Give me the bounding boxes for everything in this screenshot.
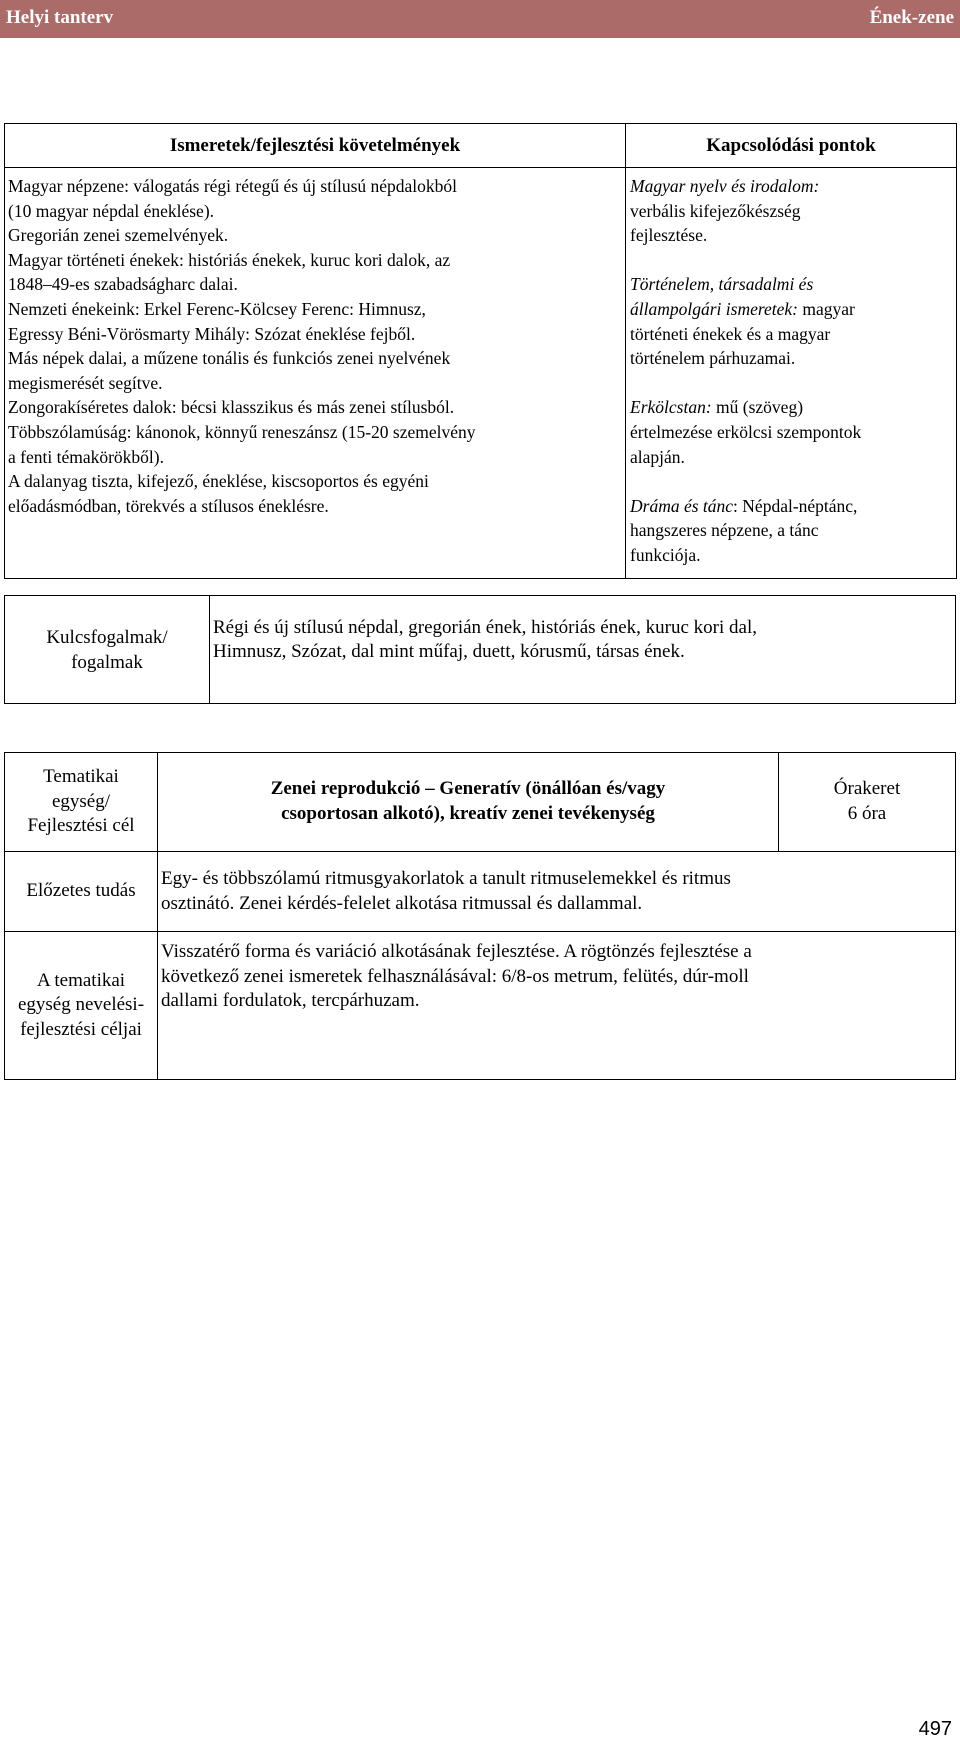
prior-knowledge-text: Egy- és többszólamú ritmusgyakorlatok a tanult ritmuselemekkel és ritmus osztinátó. Zenei kérdés-felelet alkotása ritmussal és dallammal. bbox=[158, 852, 956, 932]
requirement-line: Nemzeti énekeink: Erkel Ferenc-Kölcsey Ferenc: Himnusz, bbox=[8, 298, 426, 319]
requirements-table bbox=[4, 123, 957, 579]
unit-hours: Órakeret 6 óra bbox=[779, 753, 956, 852]
header-left-title: Helyi tanterv bbox=[6, 7, 114, 28]
requirements-header-row bbox=[5, 124, 957, 168]
requirement-line: a fenti témakörökből). bbox=[8, 446, 164, 467]
requirement-line: Egressy Béni-Vörösmarty Mihály: Szózat éneklése fejből. bbox=[8, 323, 416, 344]
goals-label: A tematikai egység nevelési- fejlesztési céljai bbox=[5, 932, 158, 1080]
goals-text: Visszatérő forma és variáció alkotásának fejlesztése. A rögtönzés fejlesztése a következő zenei ismeretek felhasználásával: 6/8-os metrum, felütés, dúr-moll dallami fordulatok, tercpárhuzam. bbox=[158, 932, 956, 1080]
connection-line: értelmezése erkölcsi szempontok bbox=[630, 421, 862, 442]
connection-text: : Népdal-néptánc, bbox=[733, 495, 858, 516]
requirement-line: Magyar népzene: válogatás régi rétegű és új stílusú népdalokból bbox=[8, 176, 458, 196]
connection-hungarian-literature bbox=[630, 174, 956, 248]
connection-line: verbális kifejezőkészség bbox=[630, 200, 801, 221]
prior-knowledge-row bbox=[5, 852, 956, 932]
requirement-line: Zongorakíséretes dalok: bécsi klasszikus és más zenei stílusból. bbox=[8, 397, 455, 418]
connections-col-header: Kapcsolódási pontok bbox=[626, 124, 957, 168]
requirement-line: (10 magyar népdal éneklése). bbox=[8, 200, 215, 221]
goals-row bbox=[5, 932, 956, 1080]
connection-subject: Történelem, társadalmi és bbox=[630, 274, 814, 295]
running-header bbox=[0, 0, 960, 38]
requirement-line: Gregorián zenei szemelvények. bbox=[8, 225, 229, 246]
key-concepts-table bbox=[4, 595, 956, 704]
header-right-title: Ének-zene bbox=[869, 7, 954, 28]
requirements-cell bbox=[5, 168, 626, 579]
connection-subject: Magyar nyelv és irodalom: bbox=[630, 176, 820, 196]
unit-label: Tematikai egység/ Fejlesztési cél bbox=[5, 753, 158, 852]
connection-text: magyar bbox=[798, 298, 855, 319]
requirement-line: előadásmódban, törekvés a stílusos éneklésre. bbox=[8, 495, 329, 516]
connection-ethics bbox=[630, 395, 956, 469]
key-concepts-value: Régi és új stílusú népdal, gregorián ének, históriás ének, kuruc kori dal, Himnusz, Szózat, dal mint műfaj, duett, kórusmű, társas ének. bbox=[210, 596, 956, 704]
unit-title: Zenei reprodukció – Generatív (önállóan és/vagy csoportosan alkotó), kreatív zenei tevékenység bbox=[158, 753, 779, 852]
connection-drama-dance bbox=[630, 494, 956, 568]
connection-line: történeti énekek és a magyar bbox=[630, 323, 831, 344]
connection-line: funkciója. bbox=[630, 544, 701, 565]
connection-subject: Erkölcstan: bbox=[630, 397, 712, 418]
requirement-line: megismerését segítve. bbox=[8, 372, 163, 393]
requirement-line: Többszólamúság: kánonok, könnyű reneszánsz (15-20 szemelvény bbox=[8, 421, 476, 442]
connections-cell bbox=[626, 168, 957, 579]
requirement-line: 1848–49-es szabadságharc dalai. bbox=[8, 274, 238, 295]
connection-line: alapján. bbox=[630, 446, 685, 467]
unit-table bbox=[4, 752, 956, 1080]
requirement-line: A dalanyag tiszta, kifejező, éneklése, kiscsoportos és egyéni bbox=[8, 471, 429, 492]
requirement-line: Más népek dalai, a műzene tonális és funkciós zenei nyelvének bbox=[8, 348, 451, 369]
connection-subject: Dráma és tánc bbox=[630, 495, 734, 516]
key-concepts-label: Kulcsfogalmak/ fogalmak bbox=[5, 596, 210, 704]
requirement-line: Magyar történeti énekek: históriás énekek, kuruc kori dalok, az bbox=[8, 249, 451, 270]
connection-text: mű (szöveg) bbox=[711, 397, 804, 418]
requirements-body-row bbox=[5, 168, 957, 579]
connection-line: fejlesztése. bbox=[630, 225, 708, 246]
prior-knowledge-label: Előzetes tudás bbox=[5, 852, 158, 932]
page-number: 497 bbox=[918, 1718, 952, 1740]
connection-line: hangszeres népzene, a tánc bbox=[630, 520, 819, 541]
connection-history bbox=[630, 272, 956, 370]
connection-subject: állampolgári ismeretek: bbox=[630, 298, 799, 319]
unit-row bbox=[5, 753, 956, 852]
requirements-col-header: Ismeretek/fejlesztési követelmények bbox=[5, 124, 626, 168]
connection-line: történelem párhuzamai. bbox=[630, 348, 796, 369]
